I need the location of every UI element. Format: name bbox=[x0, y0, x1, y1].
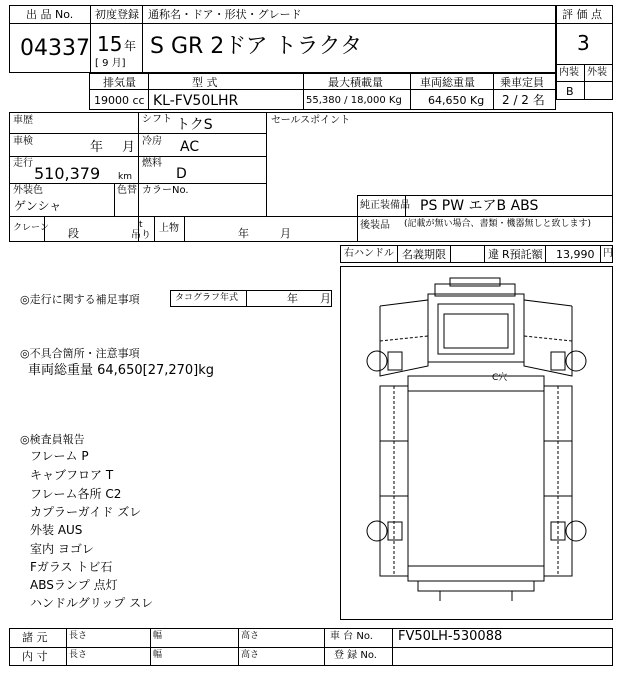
displacement-value: 19000 cc bbox=[94, 94, 145, 107]
tacho-label: タコグラフ年式 bbox=[175, 293, 239, 303]
divider bbox=[324, 628, 325, 666]
divider bbox=[66, 628, 67, 666]
divider bbox=[142, 5, 143, 73]
fuel-value: D bbox=[176, 166, 187, 182]
width-label: 幅 bbox=[153, 631, 163, 641]
defects-text: 車両総重量 64,650[27,270]kg bbox=[28, 363, 215, 378]
color-change-label: 色替 bbox=[117, 185, 137, 196]
retrofit-label: 後装品 bbox=[360, 220, 390, 231]
name-label: 通称名・ドア・形状・グレード bbox=[148, 8, 302, 21]
mileage-unit: km bbox=[118, 172, 132, 182]
divider bbox=[9, 156, 266, 157]
chassis-label: 車 台 No. bbox=[330, 631, 373, 642]
divider bbox=[9, 216, 613, 217]
exterior-label: 外装 bbox=[587, 67, 607, 78]
inspection-month: 月 bbox=[122, 140, 136, 155]
exterior-color-label: 外装色 bbox=[13, 185, 43, 196]
inspector-item: Fガラス トビ石 bbox=[30, 560, 113, 574]
reg-year: 15 bbox=[97, 32, 123, 56]
divider bbox=[9, 183, 266, 184]
crane-label: クレーン bbox=[13, 223, 49, 233]
divider bbox=[493, 73, 494, 110]
divider bbox=[150, 628, 151, 666]
r-estimate-unit: 円 bbox=[603, 248, 613, 259]
cooling-label: 冷房 bbox=[142, 136, 162, 147]
divider bbox=[246, 290, 247, 307]
interior-grade: B bbox=[566, 85, 574, 98]
model-value: KL-FV50LHR bbox=[153, 93, 239, 109]
mileage-value: 510,379 bbox=[34, 164, 101, 183]
inspector-item: ハンドルグリップ スレ bbox=[30, 596, 154, 610]
height-label: 高さ bbox=[241, 650, 260, 660]
equipment-value: PS PW エアB ABS bbox=[420, 198, 539, 214]
displacement-label: 排気量 bbox=[103, 76, 136, 89]
inspection-year: 年 bbox=[90, 140, 104, 155]
divider bbox=[9, 133, 266, 134]
registration-number-label: 登 録 No. bbox=[334, 650, 377, 661]
steering-value: 右ハンドル bbox=[344, 248, 394, 259]
inspector-item: 室内 ヨゴレ bbox=[30, 542, 94, 556]
divider bbox=[357, 195, 358, 242]
footer-row2-label: 内 寸 bbox=[22, 650, 48, 663]
grade-value: 3 bbox=[577, 31, 590, 55]
length-label: 長さ bbox=[69, 650, 88, 660]
divider bbox=[238, 628, 239, 666]
upper-month: 月 bbox=[280, 227, 291, 240]
grade-label: 評 価 点 bbox=[562, 8, 602, 21]
cooling-value: AC bbox=[180, 139, 200, 155]
gross-weight-label: 車両総重量 bbox=[420, 76, 475, 89]
equipment-label: 純正装備品 bbox=[360, 200, 410, 211]
shift-value: トクS bbox=[176, 117, 213, 133]
lot-number: 04337 bbox=[20, 36, 90, 61]
divider bbox=[484, 245, 485, 263]
inspector-item: カプラーガイド ズレ bbox=[30, 505, 142, 519]
divider bbox=[450, 245, 451, 263]
divider bbox=[556, 23, 613, 24]
divider bbox=[9, 23, 556, 24]
gross-weight-value: 64,650 Kg bbox=[428, 94, 485, 107]
mileage-flag: 違 bbox=[488, 248, 499, 261]
selling-points-label: セールスポイント bbox=[271, 115, 351, 126]
exterior-color-value: ゲンシャ bbox=[14, 199, 62, 213]
shift-label: シフト bbox=[142, 114, 172, 125]
supplement-title: ◎走行に関する補足事項 bbox=[20, 293, 140, 306]
divider bbox=[303, 73, 304, 110]
retrofit-note: (記載が無い場合、書類・機器無しと致します) bbox=[404, 219, 592, 229]
fuel-label: 燃料 bbox=[142, 158, 162, 169]
divider bbox=[584, 64, 585, 100]
upper-label: 上物 bbox=[159, 223, 179, 234]
vehicle-name: S GR 2ドア トラクタ bbox=[150, 34, 363, 59]
divider bbox=[9, 647, 613, 648]
tacho-year: 年 bbox=[287, 292, 298, 305]
divider bbox=[600, 245, 601, 263]
defects-title: ◎不具合箇所・注意事項 bbox=[20, 347, 140, 360]
divider bbox=[89, 89, 556, 90]
capacity-value: 2 / 2 名 bbox=[502, 93, 545, 107]
width-label: 幅 bbox=[153, 650, 163, 660]
height-label: 高さ bbox=[241, 631, 260, 641]
inspector-title: ◎検査員報告 bbox=[20, 433, 85, 446]
divider bbox=[410, 73, 411, 110]
divider bbox=[90, 5, 91, 73]
color-code-label: カラーNo. bbox=[142, 185, 189, 196]
crane-hoist: 吊り bbox=[131, 230, 151, 241]
upper-year: 年 bbox=[238, 227, 249, 240]
lot-label: 出 品 No. bbox=[26, 8, 74, 21]
crane-t: t bbox=[139, 220, 143, 230]
divider bbox=[266, 112, 267, 216]
diagram-mark-c: C穴 bbox=[492, 373, 508, 383]
divider bbox=[397, 245, 398, 263]
reg-year-unit: 年 bbox=[124, 39, 137, 53]
max-load-label: 最大積載量 bbox=[328, 76, 383, 89]
interior-label: 内装 bbox=[559, 67, 579, 78]
r-estimate-label: R預託額 bbox=[502, 248, 543, 261]
mileage-label: 走行 bbox=[13, 158, 33, 169]
inspector-item: フレーム各所 C2 bbox=[30, 487, 122, 501]
model-label: 型 式 bbox=[192, 76, 218, 89]
registration-label: 名義期限 bbox=[402, 248, 446, 261]
crane-stage: 段 bbox=[68, 227, 79, 240]
divider bbox=[114, 183, 115, 216]
capacity-label: 乗車定員 bbox=[500, 76, 544, 89]
tacho-month: 月 bbox=[320, 292, 331, 305]
vehicle-diagram bbox=[340, 266, 613, 620]
divider bbox=[357, 195, 613, 196]
history-label: 車歴 bbox=[13, 115, 33, 126]
inspector-item: 外装 AUS bbox=[30, 523, 83, 537]
inspector-item: ABSランプ 点灯 bbox=[30, 578, 118, 592]
divider bbox=[148, 73, 149, 110]
divider bbox=[154, 216, 155, 242]
chassis-number: FV50LH-530088 bbox=[398, 629, 503, 644]
inspector-item: フレーム P bbox=[30, 449, 89, 463]
inspection-label: 車検 bbox=[13, 136, 33, 147]
length-label: 長さ bbox=[69, 631, 88, 641]
r-estimate-value: 13,990 bbox=[556, 248, 595, 261]
first-reg-label: 初度登録 bbox=[95, 8, 139, 21]
footer-row1-label: 諸 元 bbox=[22, 631, 48, 644]
max-load-value: 55,380 / 18,000 Kg bbox=[306, 95, 402, 106]
reg-month: [ 9 月] bbox=[95, 58, 126, 69]
divider bbox=[392, 628, 393, 666]
inspector-item: キャブフロア T bbox=[30, 468, 114, 482]
divider bbox=[545, 245, 546, 263]
divider bbox=[184, 216, 185, 242]
